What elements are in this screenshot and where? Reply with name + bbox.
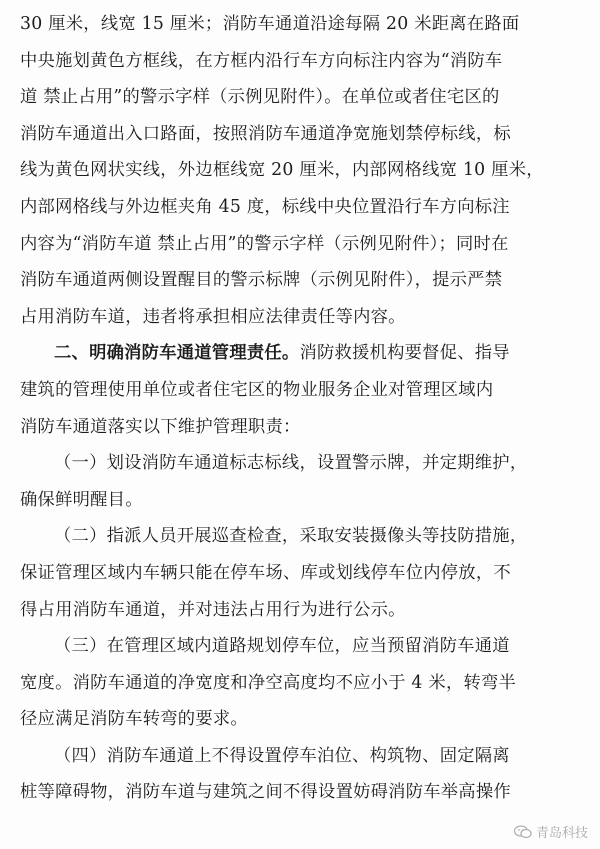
text-line: 得占用消防车通道，并对违法占用行为进行公示。 [20,599,406,620]
list-item-4: （四）消防车通道上不得设置停车泊位、构筑物、固定隔离 [54,745,510,766]
text-line: 建筑的管理使用单位或者住宅区的物业服务企业对管理区域内 [20,379,494,400]
text-line: 内容为“消防车道 禁止占用”的警示字样（示例见附件）；同时在 [20,233,509,254]
text-line: 30 厘米，线宽 15 厘米；消防车通道沿途每隔 20 米距离在路面 [20,14,520,34]
text-line: 消防车通道落实以下维护管理职责： [20,416,301,437]
watermark [514,822,588,841]
wechat-icon [514,825,532,839]
text-line: 确保鲜明醒目。 [20,489,143,510]
section-2-heading: 二、明确消防车通道管理责任。 [54,343,300,364]
text-line: 占用消防车道，违者将承担相应法律责任等内容。 [20,306,406,327]
text-line: 宽度。消防车通道的净宽度和净空高度均不应小于 4 米，转弯半 [20,672,517,693]
document-body [20,6,584,811]
list-item-1: （一）划设消防车通道标志标线，设置警示牌，并定期维护， [54,453,528,474]
list-item-2: （二）指派人员开展巡查检查，采取安装摄像头等技防措施， [54,526,528,547]
text-line: 桩等障碍物，消防车道与建筑之间不得设置妨碍消防车举高操作 [20,782,511,803]
text-line: 消防车通道两侧设置醒目的警示标牌（示例见附件），提示严禁 [20,270,503,291]
text-line: 线为黄色网状实线，外边框线宽 20 厘米，内部网格线宽 10 厘米， [20,160,544,181]
watermark-text: 青岛科技 [535,826,588,841]
text-line: 道 禁止占用”的警示字样（示例见附件）。在单位或者住宅区的 [20,87,500,108]
text-line: 径应满足消防车转弯的要求。 [20,709,248,730]
text-line: 保证管理区域内车辆只能在停车场、库或划线停车位内停放，不 [20,562,511,583]
text-line: 消防车通道出入口路面，按照消防车通道净宽施划禁停标线，标 [20,123,511,144]
section-2-lead: 消防救援机构要督促、指导 [299,343,510,364]
text-line: 内部网格线与外边框夹角 45 度，标线中央位置沿行车方向标注 [20,196,510,217]
list-item-3: （三）在管理区域内道路规划停车位，应当预留消防车通道 [54,636,510,657]
section-2-first-line [20,335,584,372]
text-line: 中央施划黄色方框线，在方框内沿行车方向标注内容为“消防车 [20,50,503,71]
